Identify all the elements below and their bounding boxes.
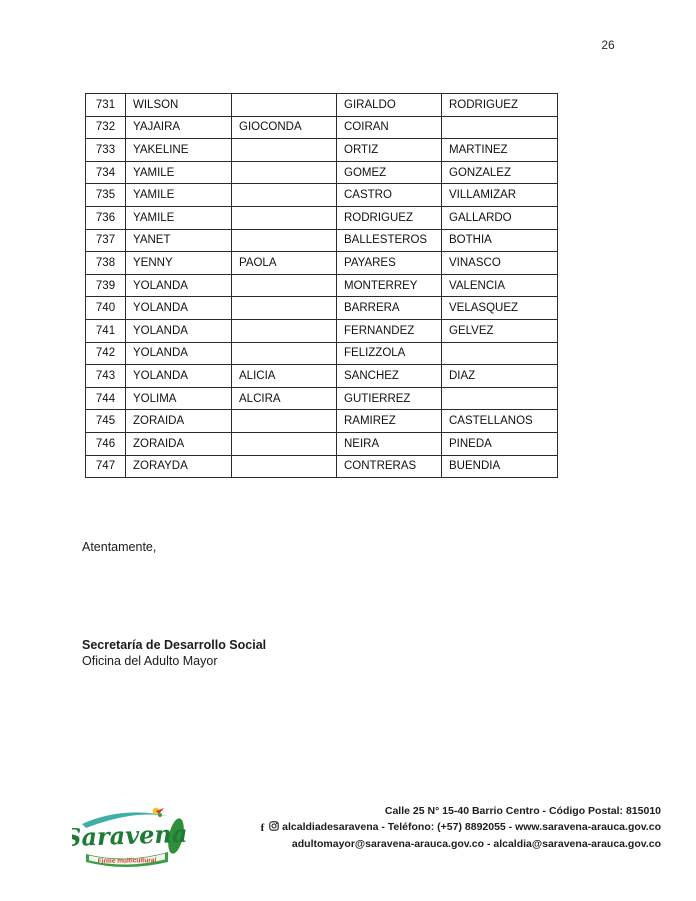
table-cell-second-surname: VILLAMIZAR	[442, 184, 558, 207]
table-cell-first-name: YOLIMA	[126, 387, 232, 410]
page-number: 26	[601, 38, 615, 52]
table-cell-middle-name	[232, 342, 337, 365]
table-cell-middle-name: ALCIRA	[232, 387, 337, 410]
table-cell-first-surname: NEIRA	[337, 432, 442, 455]
footer-contact-text: alcaldiadesaravena - Teléfono: (+57) 8892055 - www.saravena-arauca.gov.co	[282, 821, 661, 833]
table-cell-second-surname: VINASCO	[442, 252, 558, 275]
footer-address-line: Calle 25 N° 15-40 Barrio Centro - Código Postal: 815010	[384, 805, 661, 817]
table-cell-first-surname: COIRAN	[337, 116, 442, 139]
table-cell-number: 742	[86, 342, 126, 365]
table-cell-middle-name	[232, 206, 337, 229]
logo-toucan-icon	[153, 808, 164, 817]
table-cell-first-name: YANET	[126, 229, 232, 252]
table-cell-first-surname: PAYARES	[337, 252, 442, 275]
table-cell-middle-name	[232, 274, 337, 297]
table-cell-first-name: YAKELINE	[126, 139, 232, 162]
logo-tagline: Firme multicultural	[97, 856, 157, 866]
table-cell-first-name: ZORAYDA	[126, 455, 232, 478]
footer-contact-line	[261, 819, 661, 836]
table-cell-second-surname: GONZALEZ	[442, 161, 558, 184]
table-cell-number: 739	[86, 274, 126, 297]
table-cell-number: 740	[86, 297, 126, 320]
table-cell-first-name: YOLANDA	[126, 342, 232, 365]
table-cell-first-surname: GIRALDO	[337, 94, 442, 117]
table-cell-number: 734	[86, 161, 126, 184]
table-cell-middle-name	[232, 184, 337, 207]
signature-office: Secretaría de Desarrollo Social	[82, 638, 267, 652]
table-cell-middle-name: ALICIA	[232, 365, 337, 388]
table-cell-number: 736	[86, 206, 126, 229]
table-cell-first-surname: RODRIGUEZ	[337, 206, 442, 229]
salutation-text: Atentamente,	[82, 540, 157, 554]
table-row	[86, 116, 558, 139]
table-cell-number: 745	[86, 410, 126, 433]
table-cell-second-surname	[442, 387, 558, 410]
table-row	[86, 161, 558, 184]
table-row	[86, 410, 558, 433]
signature-block	[82, 637, 266, 669]
table-cell-number: 744	[86, 387, 126, 410]
table-cell-first-surname: BARRERA	[337, 297, 442, 320]
table-cell-second-surname: BUENDIA	[442, 455, 558, 478]
table-cell-second-surname	[442, 342, 558, 365]
table-cell-number: 743	[86, 365, 126, 388]
table-cell-first-surname: CONTRERAS	[337, 455, 442, 478]
table-row	[86, 319, 558, 342]
table-row	[86, 139, 558, 162]
table-cell-first-name: YAJAIRA	[126, 116, 232, 139]
footer-contact-block	[261, 803, 661, 852]
table-cell-number: 737	[86, 229, 126, 252]
table-row	[86, 94, 558, 117]
table-cell-number: 738	[86, 252, 126, 275]
table-cell-first-name: YENNY	[126, 252, 232, 275]
table-cell-first-name: YOLANDA	[126, 365, 232, 388]
table-row	[86, 274, 558, 297]
footer-email-line: adultomayor@saravena-arauca.gov.co - alcaldia@saravena-arauca.gov.co	[291, 838, 661, 850]
table-cell-first-surname: GUTIERREZ	[337, 387, 442, 410]
table-cell-second-surname: MARTINEZ	[442, 139, 558, 162]
table-cell-middle-name	[232, 139, 337, 162]
table-cell-first-name: YAMILE	[126, 184, 232, 207]
table-cell-first-name: ZORAIDA	[126, 432, 232, 455]
table-cell-first-name: YAMILE	[126, 206, 232, 229]
table-cell-second-surname: BOTHIA	[442, 229, 558, 252]
table-cell-first-surname: GOMEZ	[337, 161, 442, 184]
table-cell-middle-name	[232, 410, 337, 433]
table-cell-number: 732	[86, 116, 126, 139]
table-row	[86, 365, 558, 388]
table-cell-first-surname: FERNANDEZ	[337, 319, 442, 342]
table-cell-second-surname: GELVEZ	[442, 319, 558, 342]
table-cell-middle-name	[232, 455, 337, 478]
table-cell-middle-name	[232, 297, 337, 320]
table-row	[86, 342, 558, 365]
table-cell-second-surname: PINEDA	[442, 432, 558, 455]
table-cell-number: 741	[86, 319, 126, 342]
table-cell-second-surname: VALENCIA	[442, 274, 558, 297]
table-row	[86, 184, 558, 207]
table-row	[86, 455, 558, 478]
table-cell-middle-name	[232, 432, 337, 455]
table-cell-second-surname: RODRIGUEZ	[442, 94, 558, 117]
table-cell-middle-name	[232, 94, 337, 117]
table-row	[86, 229, 558, 252]
table-cell-first-name: YOLANDA	[126, 297, 232, 320]
table-cell-second-surname: VELASQUEZ	[442, 297, 558, 320]
names-table	[85, 93, 558, 478]
table-cell-number: 733	[86, 139, 126, 162]
table-cell-middle-name: PAOLA	[232, 252, 337, 275]
table-cell-middle-name: GIOCONDA	[232, 116, 337, 139]
table-cell-second-surname: CASTELLANOS	[442, 410, 558, 433]
table-cell-middle-name	[232, 161, 337, 184]
table-cell-middle-name	[232, 319, 337, 342]
facebook-icon: f	[260, 822, 265, 834]
table-row	[86, 387, 558, 410]
table-cell-first-surname: SANCHEZ	[337, 365, 442, 388]
table-row	[86, 252, 558, 275]
table-cell-first-surname: FELIZZOLA	[337, 342, 442, 365]
table-cell-first-name: YAMILE	[126, 161, 232, 184]
table-cell-second-surname: DIAZ	[442, 365, 558, 388]
table-row	[86, 297, 558, 320]
saravena-logo	[72, 802, 190, 880]
table-cell-number: 746	[86, 432, 126, 455]
names-table-body	[86, 94, 558, 478]
table-cell-first-name: ZORAIDA	[126, 410, 232, 433]
instagram-icon	[269, 820, 279, 836]
table-cell-middle-name	[232, 229, 337, 252]
table-cell-first-name: YOLANDA	[126, 319, 232, 342]
table-cell-first-surname: ORTIZ	[337, 139, 442, 162]
signature-unit: Oficina del Adulto Mayor	[82, 654, 218, 668]
table-cell-first-surname: RAMIREZ	[337, 410, 442, 433]
table-cell-number: 731	[86, 94, 126, 117]
table-cell-first-surname: BALLESTEROS	[337, 229, 442, 252]
table-cell-number: 735	[86, 184, 126, 207]
table-cell-first-surname: MONTERREY	[337, 274, 442, 297]
table-cell-first-name: WILSON	[126, 94, 232, 117]
table-cell-first-surname: CASTRO	[337, 184, 442, 207]
table-cell-second-surname: GALLARDO	[442, 206, 558, 229]
saravena-logo-image	[72, 802, 190, 880]
logo-wordmark: Saravena	[72, 818, 188, 853]
table-cell-number: 747	[86, 455, 126, 478]
table-cell-first-name: YOLANDA	[126, 274, 232, 297]
table-row	[86, 432, 558, 455]
table-cell-second-surname	[442, 116, 558, 139]
table-row	[86, 206, 558, 229]
